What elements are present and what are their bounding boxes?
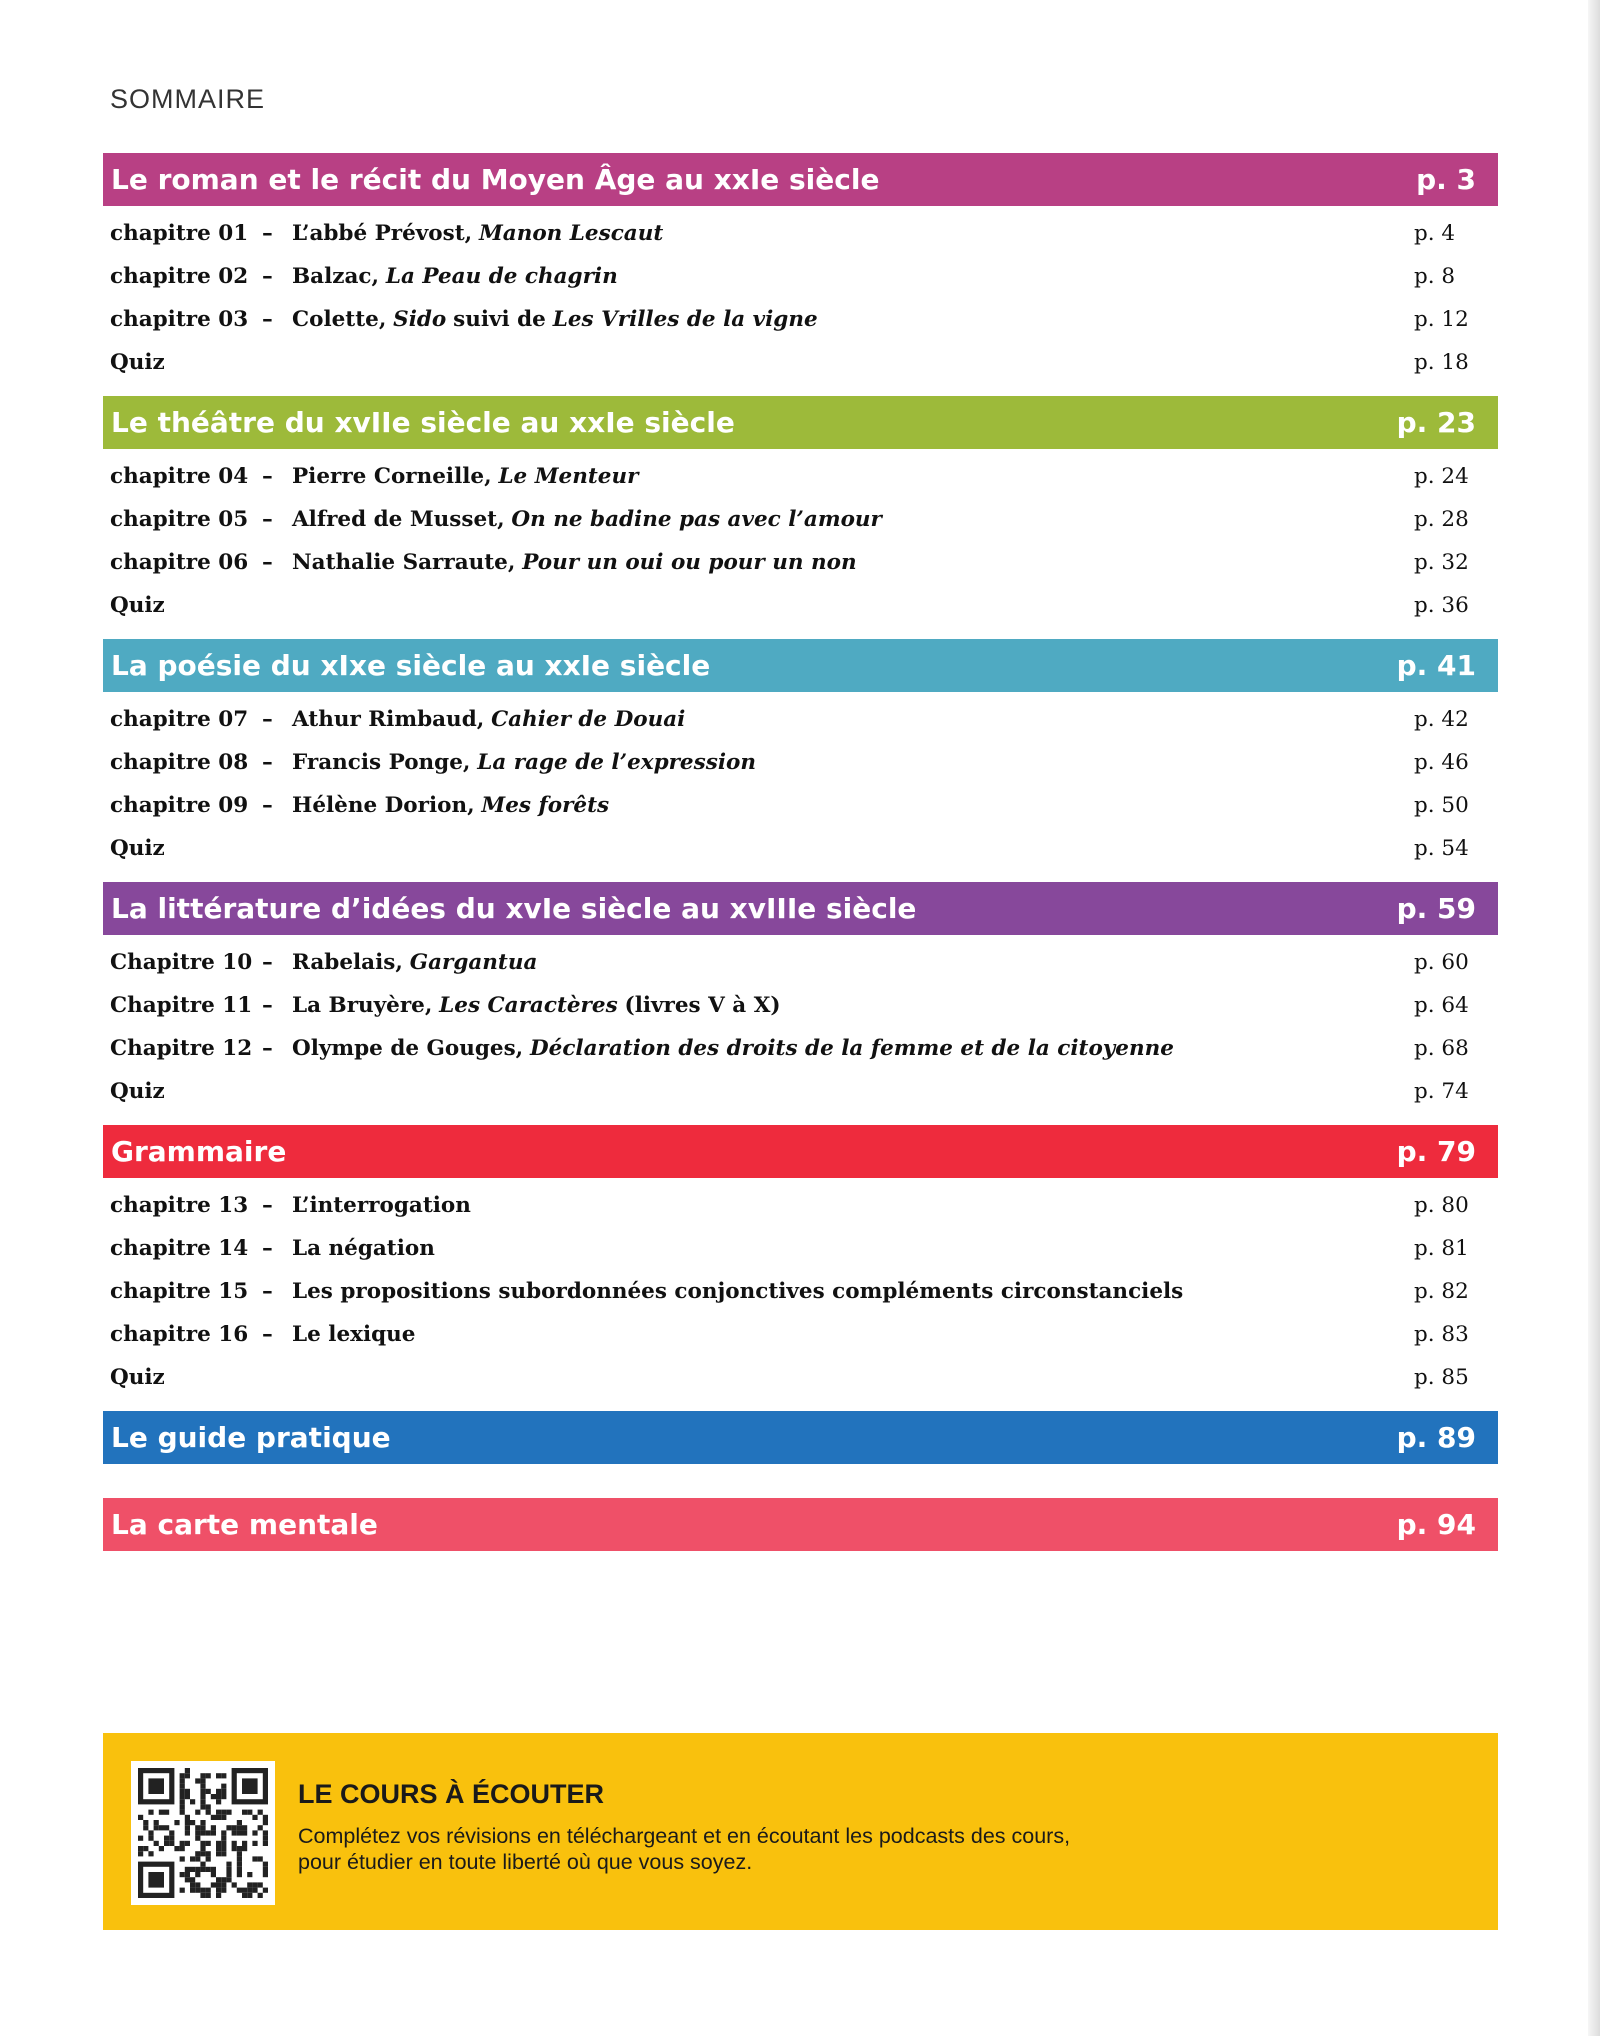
- chapter-number: chapitre 03: [110, 307, 249, 332]
- chapter-author: Francis Ponge,: [292, 750, 471, 775]
- entry-page-number: p. 12: [1414, 307, 1469, 332]
- chapter-work-title: La Peau de chagrin: [385, 264, 618, 289]
- section-entries: [103, 449, 1498, 639]
- quiz-row[interactable]: [103, 1070, 1498, 1113]
- quiz-label: Quiz: [110, 350, 165, 375]
- chapter-row[interactable]: [103, 984, 1498, 1027]
- entry-page-number: p. 74: [1414, 1079, 1469, 1104]
- section-title: Le théâtre du xvIIe siècle au xxIe siècle: [111, 406, 735, 439]
- chapter-author: Athur Rimbaud,: [292, 707, 485, 732]
- chapter-work-title-2: Les Vrilles de la vigne: [552, 307, 818, 332]
- entry-page-number: p. 46: [1414, 750, 1469, 775]
- section-header[interactable]: [103, 639, 1498, 692]
- chapter-number: chapitre 15: [110, 1279, 249, 1304]
- chapter-number: chapitre 05: [110, 507, 249, 532]
- chapter-row[interactable]: [103, 1270, 1498, 1313]
- chapter-number: chapitre 08: [110, 750, 249, 775]
- section-page-number: p. 89: [1396, 1421, 1476, 1454]
- chapter-row[interactable]: [103, 741, 1498, 784]
- chapter-dash: –: [262, 307, 273, 332]
- chapter-dash: –: [262, 950, 273, 975]
- section-page-number: p. 41: [1396, 649, 1476, 682]
- entry-page-number: p. 54: [1414, 836, 1469, 861]
- chapter-author: Hélène Dorion,: [292, 793, 475, 818]
- chapter-row[interactable]: [103, 941, 1498, 984]
- entry-page-number: p. 18: [1414, 350, 1469, 375]
- chapter-dash: –: [262, 464, 273, 489]
- entry-page-number: p. 28: [1414, 507, 1469, 532]
- section-page-number: p. 59: [1396, 892, 1476, 925]
- entry-page-number: p. 32: [1414, 550, 1469, 575]
- entry-page-number: p. 8: [1414, 264, 1456, 289]
- chapter-dash: –: [262, 750, 273, 775]
- entry-page-number: p. 68: [1414, 1036, 1469, 1061]
- chapter-author: La Bruyère,: [292, 993, 433, 1018]
- section-entries: [103, 692, 1498, 882]
- chapter-number: Chapitre 10: [110, 950, 253, 975]
- chapter-author: L’interrogation: [292, 1193, 471, 1218]
- section-entries: [103, 935, 1498, 1125]
- audio-course-callout: [103, 1733, 1498, 1930]
- chapter-row[interactable]: [103, 298, 1498, 341]
- chapter-connector: suivi de: [453, 307, 546, 332]
- chapter-row[interactable]: [103, 1184, 1498, 1227]
- entry-page-number: p. 85: [1414, 1365, 1469, 1390]
- chapter-row[interactable]: [103, 698, 1498, 741]
- section-page-number: p. 94: [1396, 1508, 1476, 1541]
- chapter-author: Olympe de Gouges,: [292, 1036, 524, 1061]
- quiz-row[interactable]: [103, 584, 1498, 627]
- chapter-dash: –: [262, 1236, 273, 1261]
- chapter-dash: –: [262, 1322, 273, 1347]
- chapter-work-title: Manon Lescaut: [478, 221, 664, 246]
- chapter-author: Alfred de Musset,: [292, 507, 505, 532]
- section-page-number: p. 79: [1396, 1135, 1476, 1168]
- chapter-row[interactable]: [103, 784, 1498, 827]
- chapter-author: L’abbé Prévost,: [292, 221, 473, 246]
- chapter-number: chapitre 02: [110, 264, 249, 289]
- callout-text: [298, 1823, 1398, 1875]
- callout-title: LE COURS À ÉCOUTER: [298, 1779, 605, 1809]
- entry-page-number: p. 83: [1414, 1322, 1469, 1347]
- section-title: La carte mentale: [111, 1508, 378, 1541]
- chapter-work-title: Mes forêts: [481, 793, 610, 818]
- chapter-work-title: On ne badine pas avec l’amour: [511, 507, 882, 532]
- chapter-author: Les propositions subordonnées conjonctives compléments circonstanciels: [292, 1279, 1184, 1304]
- chapter-author: La négation: [292, 1236, 435, 1261]
- section-title: La poésie du xIxe siècle au xxIe siècle: [111, 649, 711, 682]
- chapter-number: chapitre 04: [110, 464, 249, 489]
- quiz-label: Quiz: [110, 836, 165, 861]
- chapter-row[interactable]: [103, 255, 1498, 298]
- chapter-work-title: Sido: [393, 307, 447, 332]
- quiz-label: Quiz: [110, 1079, 165, 1104]
- chapter-note: (livres V à X): [624, 993, 781, 1018]
- section-title: Le guide pratique: [111, 1421, 391, 1454]
- chapter-work-title: Cahier de Douai: [491, 707, 686, 732]
- chapter-work-title: Le Menteur: [498, 464, 639, 489]
- page-title: SOMMAIRE: [110, 84, 266, 114]
- entry-page-number: p. 80: [1414, 1193, 1469, 1218]
- chapter-row[interactable]: [103, 1227, 1498, 1270]
- chapter-work-title: Les Caractères: [439, 993, 618, 1018]
- quiz-row[interactable]: [103, 341, 1498, 384]
- chapter-number: chapitre 09: [110, 793, 249, 818]
- chapter-work-title: Déclaration des droits de la femme et de la citoyenne: [530, 1036, 1174, 1061]
- section-title: Le roman et le récit du Moyen Âge au xxIe siècle: [111, 163, 880, 196]
- chapter-number: chapitre 06: [110, 550, 249, 575]
- entry-page-number: p. 82: [1414, 1279, 1469, 1304]
- section-page-number: p. 23: [1396, 406, 1476, 439]
- chapter-work-title: Pour un oui ou pour un non: [522, 550, 857, 575]
- section-header[interactable]: [103, 1498, 1498, 1551]
- chapter-number: chapitre 01: [110, 221, 249, 246]
- chapter-work-title: La rage de l’expression: [477, 750, 756, 775]
- page-edge-shadow: [1588, 0, 1600, 2036]
- section-page-number: p. 3: [1416, 163, 1476, 196]
- chapter-number: chapitre 07: [110, 707, 249, 732]
- entry-page-number: p. 24: [1414, 464, 1469, 489]
- entry-page-number: p. 64: [1414, 993, 1469, 1018]
- quiz-label: Quiz: [110, 1365, 165, 1390]
- callout-text-line-1: Complétez vos révisions en téléchargeant et en écoutant les podcasts des cours,: [298, 1824, 1071, 1848]
- chapter-row[interactable]: [103, 498, 1498, 541]
- chapter-author: Balzac,: [292, 264, 379, 289]
- chapter-dash: –: [262, 1036, 273, 1061]
- entry-page-number: p. 60: [1414, 950, 1469, 975]
- chapter-number: Chapitre 12: [110, 1036, 253, 1061]
- chapter-work-title: Gargantua: [409, 950, 538, 975]
- chapter-row[interactable]: [103, 212, 1498, 255]
- section-header[interactable]: [103, 396, 1498, 449]
- table-of-contents: [103, 153, 1498, 1551]
- section-header[interactable]: [103, 153, 1498, 206]
- quiz-row[interactable]: [103, 1356, 1498, 1399]
- section-title: La littérature d’idées du xvIe siècle au xvIIIe siècle: [111, 892, 917, 925]
- entry-page-number: p. 4: [1414, 221, 1456, 246]
- chapter-dash: –: [262, 264, 273, 289]
- section-header[interactable]: [103, 1411, 1498, 1464]
- section-header[interactable]: [103, 1125, 1498, 1178]
- chapter-row[interactable]: [103, 541, 1498, 584]
- quiz-label: Quiz: [110, 593, 165, 618]
- chapter-dash: –: [262, 1279, 273, 1304]
- entry-page-number: p. 81: [1414, 1236, 1469, 1261]
- chapter-row[interactable]: [103, 455, 1498, 498]
- entry-page-number: p. 50: [1414, 793, 1469, 818]
- chapter-dash: –: [262, 993, 273, 1018]
- chapter-dash: –: [262, 1193, 273, 1218]
- quiz-row[interactable]: [103, 827, 1498, 870]
- chapter-number: chapitre 13: [110, 1193, 249, 1218]
- qr-code-icon[interactable]: [131, 1761, 275, 1905]
- chapter-author: Nathalie Sarraute,: [292, 550, 516, 575]
- callout-text-line-2: pour étudier en toute liberté où que vous soyez.: [298, 1850, 753, 1874]
- chapter-author: Le lexique: [292, 1322, 416, 1347]
- chapter-dash: –: [262, 707, 273, 732]
- chapter-number: chapitre 14: [110, 1236, 249, 1261]
- chapter-author: Rabelais,: [292, 950, 403, 975]
- chapter-dash: –: [262, 221, 273, 246]
- chapter-row[interactable]: [103, 1027, 1498, 1070]
- section-header[interactable]: [103, 882, 1498, 935]
- section-title: Grammaire: [111, 1135, 287, 1168]
- chapter-dash: –: [262, 550, 273, 575]
- chapter-dash: –: [262, 793, 273, 818]
- section-entries: [103, 1178, 1498, 1411]
- chapter-row[interactable]: [103, 1313, 1498, 1356]
- entry-page-number: p. 36: [1414, 593, 1469, 618]
- chapter-author: Colette,: [292, 307, 387, 332]
- chapter-number: Chapitre 11: [110, 993, 253, 1018]
- chapter-dash: –: [262, 507, 273, 532]
- chapter-author: Pierre Corneille,: [292, 464, 492, 489]
- section-entries: [103, 206, 1498, 396]
- entry-page-number: p. 42: [1414, 707, 1469, 732]
- chapter-number: chapitre 16: [110, 1322, 249, 1347]
